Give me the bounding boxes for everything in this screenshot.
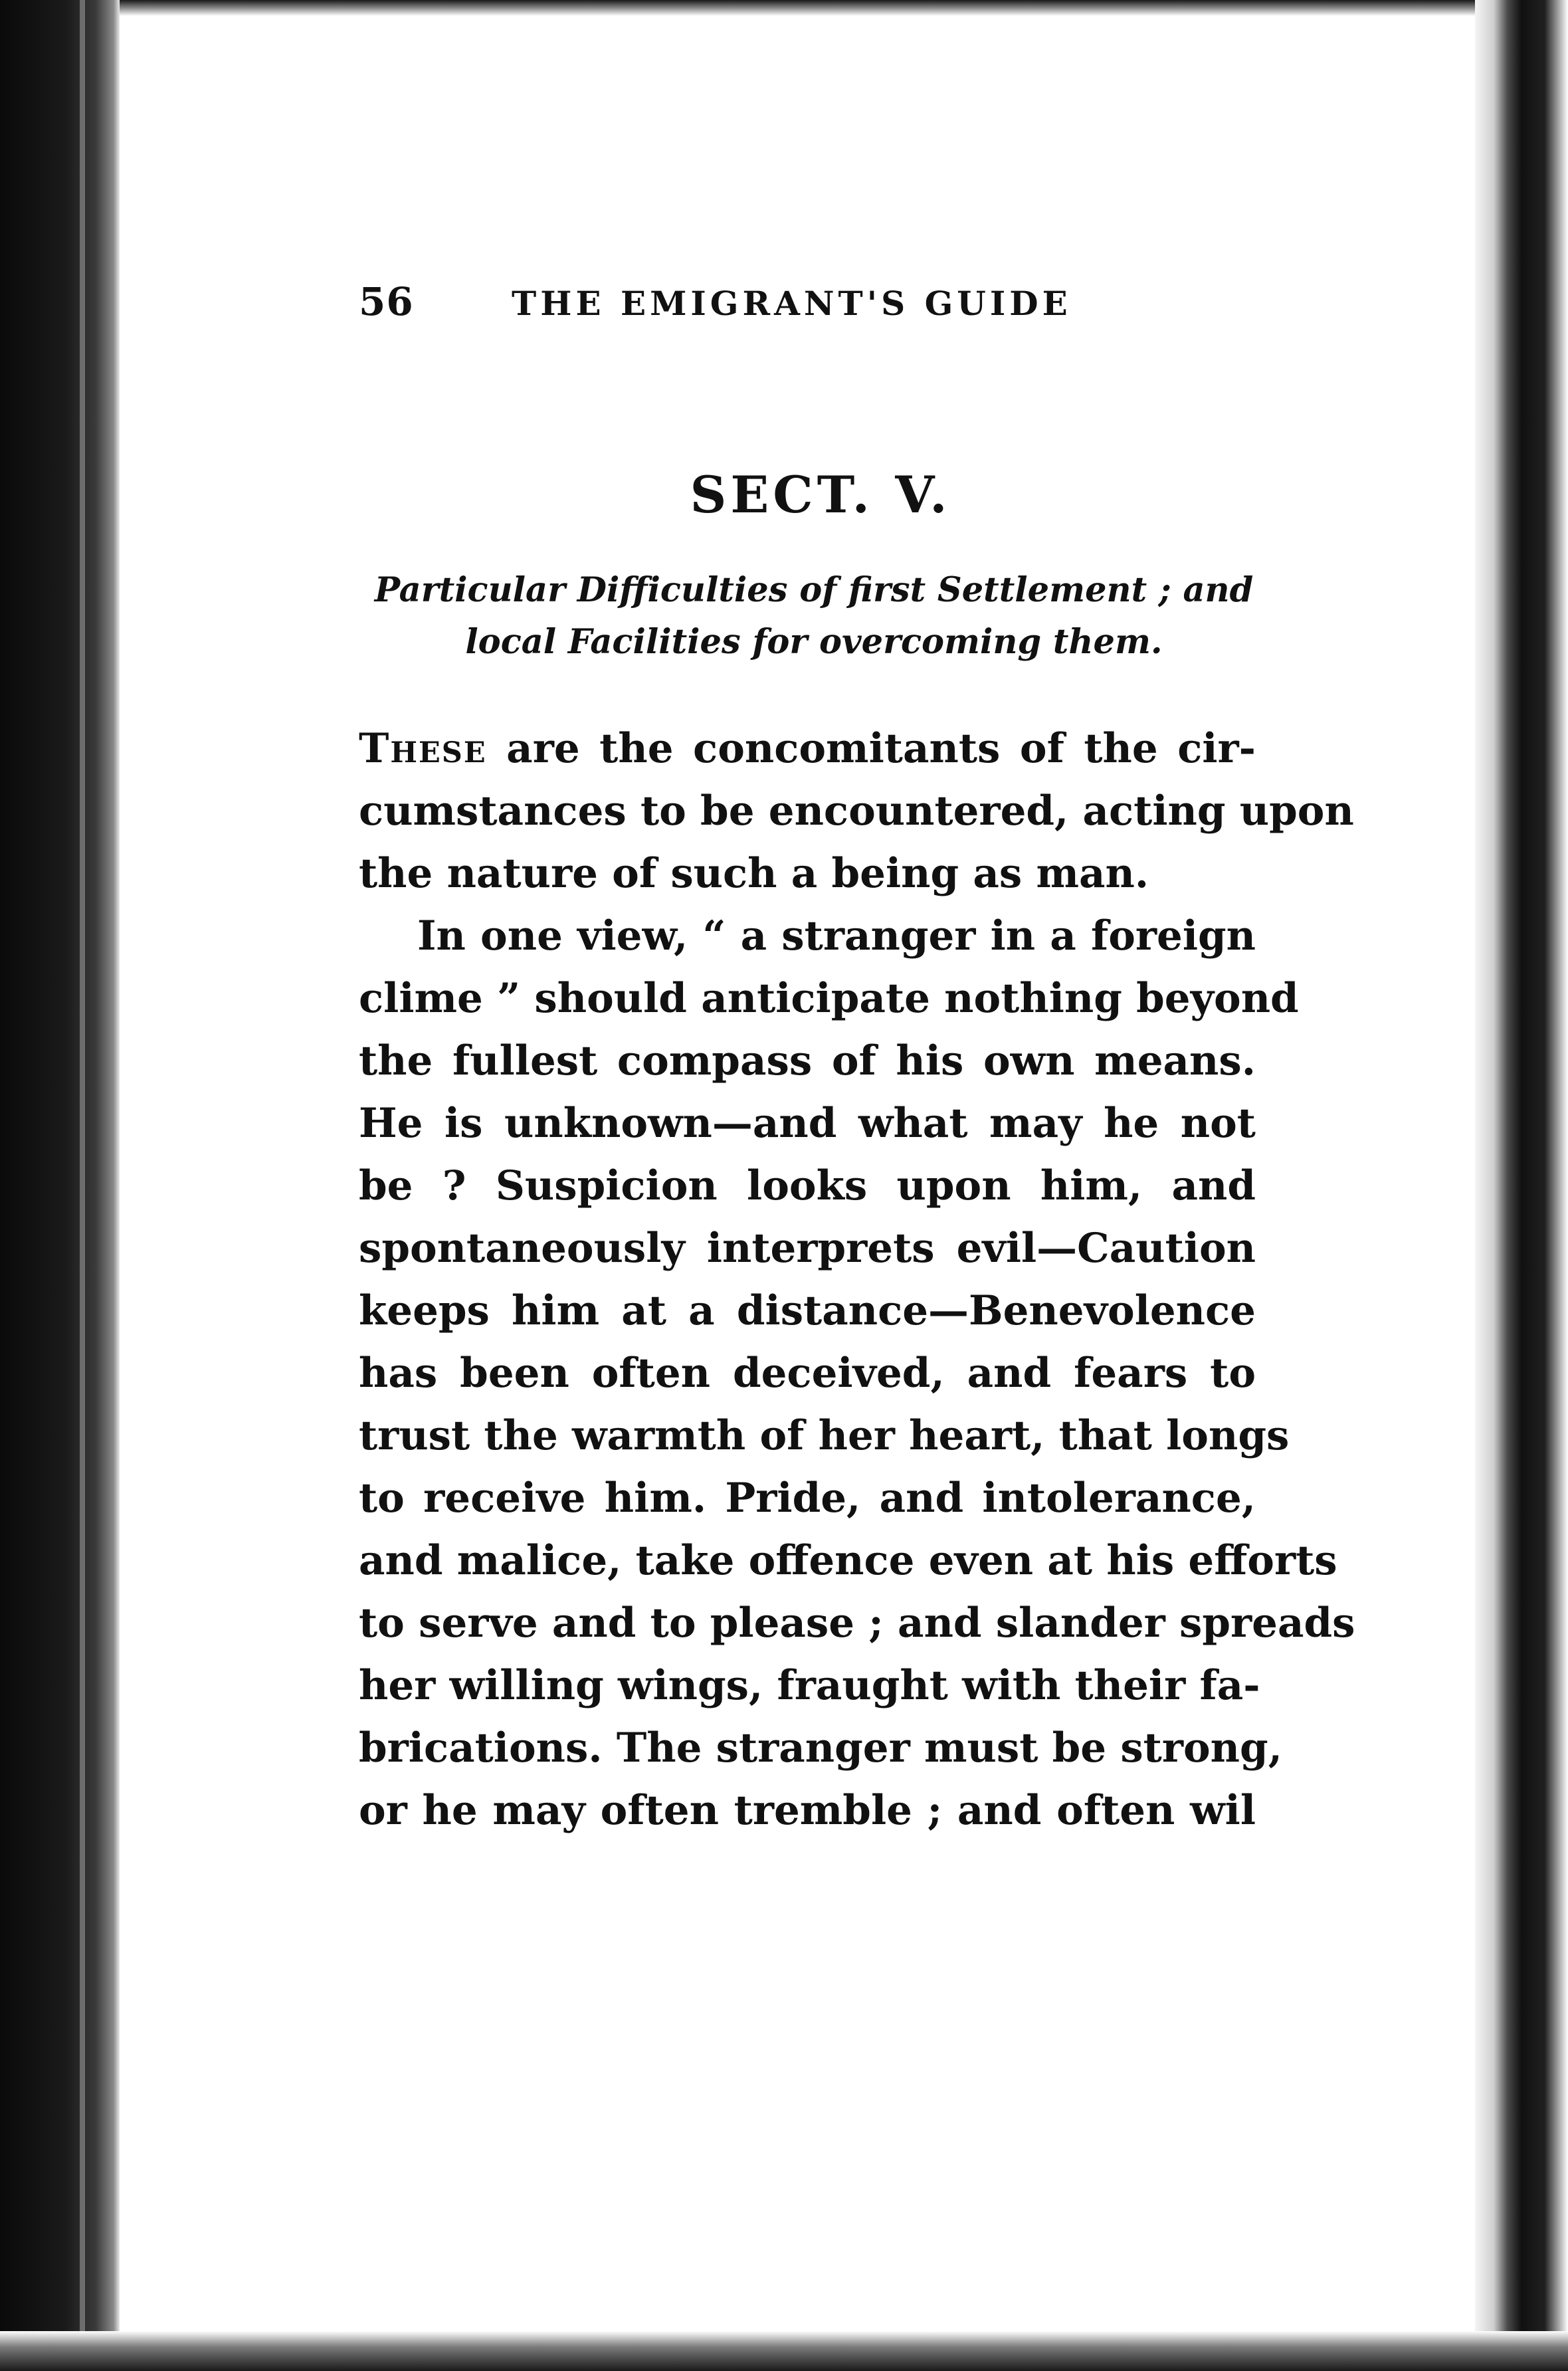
text-line: and malice, take offence even at his efforts (359, 1537, 1337, 1584)
body-text (359, 718, 1355, 1842)
book-page (359, 279, 1355, 1842)
text-fragment: are the concomitants of the cir- (486, 725, 1256, 772)
paragraph (359, 905, 1355, 1842)
running-head (359, 279, 1256, 339)
running-title: THE EMIGRANT'S GUIDE (512, 284, 1072, 323)
section-heading: SECT. V. (690, 465, 951, 524)
text-line: or he may often tremble ; and often wil (359, 1787, 1256, 1834)
text-line: the fullest compass of his own means. (359, 1037, 1256, 1084)
text-line: clime ” should anticipate nothing beyond (359, 975, 1299, 1022)
scan-bottom-edge (0, 2331, 1568, 2371)
subtitle-line: Particular Difficulties of first Settlement ; and (374, 570, 1254, 610)
text-line: spontaneously interprets evil—Caution (359, 1225, 1256, 1272)
section-subtitle (372, 564, 1256, 668)
scan-right-edge (1475, 0, 1568, 2371)
text-line: the nature of such a being as man. (359, 850, 1149, 897)
text-line: keeps him at a distance—Benevolence (359, 1287, 1256, 1334)
text-line: He is unknown—and what may he not (359, 1100, 1256, 1147)
lead-word: These (359, 725, 487, 772)
text-line: In one view, “ a stranger in a foreign (417, 912, 1256, 960)
text-line: to receive him. Pride, and intolerance, (359, 1475, 1256, 1522)
text-line: trust the warmth of her heart, that longs (359, 1412, 1290, 1459)
text-line (359, 718, 1256, 780)
scan-binding-shadow (0, 0, 120, 2371)
text-line: has been often deceived, and fears to (359, 1350, 1256, 1397)
scan-top-edge (0, 0, 1568, 16)
text-line: to serve and to please ; and slander spreads (359, 1599, 1355, 1647)
text-line: cumstances to be encountered, acting upon (359, 787, 1354, 835)
text-line: her willing wings, fraught with their fa- (359, 1662, 1260, 1709)
text-line: be ? Suspicion looks upon him, and (359, 1162, 1256, 1209)
page-number: 56 (359, 279, 414, 324)
text-line: brications. The stranger must be strong, (359, 1724, 1282, 1772)
paragraph (359, 718, 1354, 905)
subtitle-line: local Facilities for overcoming them. (465, 622, 1163, 662)
